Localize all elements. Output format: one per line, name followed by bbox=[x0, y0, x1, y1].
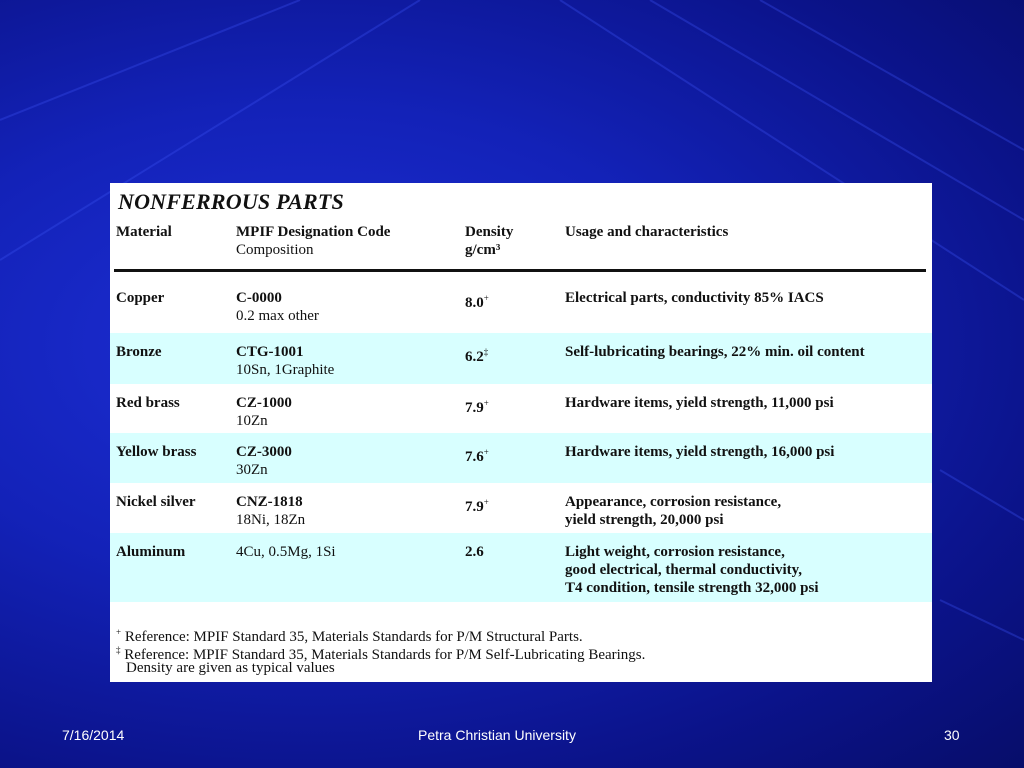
usage-cell bbox=[565, 543, 819, 597]
composition: 0.2 max other bbox=[236, 308, 319, 324]
designation-code: CNZ-1818 bbox=[236, 494, 303, 510]
header-density-label: Density bbox=[465, 224, 514, 240]
header-code-label: MPIF Designation Code bbox=[236, 224, 391, 240]
reference-mark: + bbox=[483, 447, 489, 457]
usage-line: Self-lubricating bearings, 22% min. oil content bbox=[565, 344, 865, 360]
density-cell bbox=[465, 343, 488, 366]
material-cell: Copper bbox=[116, 290, 165, 306]
code-cell bbox=[236, 289, 319, 325]
usage-line: Hardware items, yield strength, 11,000 psi bbox=[565, 395, 834, 411]
table-row bbox=[110, 384, 932, 433]
composition: 10Zn bbox=[236, 413, 268, 429]
usage-line: good electrical, thermal conductivity, bbox=[565, 562, 803, 578]
usage-cell bbox=[565, 443, 834, 461]
code-cell bbox=[236, 493, 305, 529]
table-row bbox=[110, 433, 932, 483]
density-cell bbox=[465, 543, 484, 561]
material-cell: Red brass bbox=[116, 395, 180, 411]
density-cell bbox=[465, 443, 489, 466]
table-title: NONFERROUS PARTS bbox=[118, 189, 344, 214]
footnote-3: Density are given as typical values bbox=[126, 660, 335, 676]
composition: 10Sn, 1Graphite bbox=[236, 362, 335, 378]
designation-code: CZ-1000 bbox=[236, 395, 292, 411]
reference-mark: + bbox=[483, 398, 489, 408]
footer-organization: Petra Christian University bbox=[418, 727, 576, 743]
density-cell bbox=[465, 289, 489, 312]
footnote-mark: ‡ bbox=[116, 645, 121, 655]
usage-cell bbox=[565, 493, 781, 529]
table-row bbox=[110, 533, 932, 602]
reference-mark: ‡ bbox=[483, 347, 489, 357]
footer-page-number: 30 bbox=[944, 727, 960, 743]
density-value: 8.0 bbox=[465, 295, 484, 311]
usage-line: Electrical parts, conductivity 85% IACS bbox=[565, 290, 824, 306]
density-cell bbox=[465, 493, 489, 516]
nonferrous-parts-table bbox=[110, 183, 932, 682]
material-cell: Bronze bbox=[116, 344, 162, 360]
usage-line: Hardware items, yield strength, 16,000 psi bbox=[565, 444, 835, 460]
table-row bbox=[110, 279, 932, 333]
footnote-text: Reference: MPIF Standard 35, Materials Standards for P/M Self-Lubricating Bearings. bbox=[124, 647, 646, 663]
usage-cell bbox=[565, 289, 824, 307]
reference-mark: + bbox=[483, 497, 489, 507]
density-cell bbox=[465, 394, 489, 417]
usage-line: Light weight, corrosion resistance, bbox=[565, 544, 785, 560]
header-density-unit: g/cm³ bbox=[465, 242, 501, 258]
table-row bbox=[110, 483, 932, 533]
header-code bbox=[236, 223, 390, 259]
designation-code: CTG-1001 bbox=[236, 344, 304, 360]
designation-code: C-0000 bbox=[236, 290, 282, 306]
header-rule bbox=[114, 269, 926, 272]
composition: 4Cu, 0.5Mg, 1Si bbox=[236, 544, 336, 560]
reference-mark: + bbox=[483, 293, 489, 303]
designation-code: CZ-3000 bbox=[236, 444, 292, 460]
footer-date: 7/16/2014 bbox=[62, 727, 125, 743]
code-cell bbox=[236, 543, 336, 561]
code-cell bbox=[236, 394, 292, 430]
header-usage: Usage and characteristics bbox=[565, 224, 729, 240]
density-value: 2.6 bbox=[465, 544, 484, 560]
table-row bbox=[110, 333, 932, 384]
footnote-mark: + bbox=[116, 627, 122, 637]
composition: 30Zn bbox=[236, 462, 268, 478]
header-composition: Composition bbox=[236, 242, 314, 258]
usage-line: T4 condition, tensile strength 32,000 psi bbox=[565, 580, 819, 596]
density-value: 6.2 bbox=[465, 349, 484, 365]
header-material: Material bbox=[116, 224, 172, 240]
code-cell bbox=[236, 343, 334, 379]
composition: 18Ni, 18Zn bbox=[236, 512, 306, 528]
usage-cell bbox=[565, 394, 834, 412]
material-cell: Nickel silver bbox=[116, 494, 196, 510]
usage-line: yield strength, 20,000 psi bbox=[565, 512, 724, 528]
density-value: 7.9 bbox=[465, 499, 484, 515]
material-cell: Yellow brass bbox=[116, 444, 197, 460]
code-cell bbox=[236, 443, 292, 479]
usage-cell bbox=[565, 343, 865, 361]
density-value: 7.9 bbox=[465, 400, 484, 416]
header-density bbox=[465, 223, 513, 259]
footnote-text: Reference: MPIF Standard 35, Materials Standards for P/M Structural Parts. bbox=[124, 629, 583, 645]
density-value: 7.6 bbox=[465, 449, 484, 465]
usage-line: Appearance, corrosion resistance, bbox=[565, 494, 782, 510]
material-cell: Aluminum bbox=[116, 544, 186, 560]
